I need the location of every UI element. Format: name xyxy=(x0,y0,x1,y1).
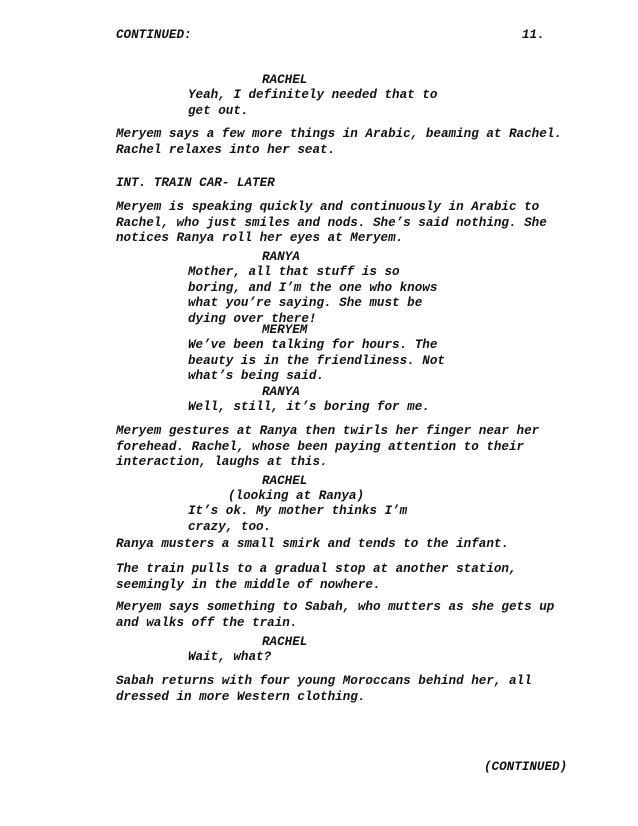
action-line: Rachel, who just smiles and nods. She’s said nothing. She xyxy=(116,215,547,230)
dialogue-line: dying over there! xyxy=(188,311,317,326)
header-continued: CONTINUED: xyxy=(116,28,192,42)
dialogue-line: Yeah, I definitely needed that to xyxy=(188,88,438,102)
action-line: dressed in more Western clothing. xyxy=(116,689,366,704)
action-line: Sabah returns with four young Moroccans behind her, all xyxy=(116,674,532,688)
character-name: RANYA xyxy=(262,385,300,399)
action-line: Meryem says something to Sabah, who mutters as she gets up xyxy=(116,600,555,614)
dialogue xyxy=(188,265,437,327)
action xyxy=(116,424,539,471)
action-line: notices Ranya roll her eyes at Meryem. xyxy=(116,231,404,245)
action-line: Ranya musters a small smirk and tends to the infant. xyxy=(116,537,509,551)
action-line: Rachel relaxes into her seat. xyxy=(116,142,336,157)
action-line: forehead. Rachel, whose been paying attention to their xyxy=(116,439,525,454)
dialogue-line: boring, and I’m the one who knows xyxy=(188,280,438,295)
dialogue xyxy=(188,650,271,666)
dialogue xyxy=(188,400,430,416)
dialogue-line: Wait, what? xyxy=(188,650,272,664)
character-name: RANYA xyxy=(262,250,300,264)
action xyxy=(116,600,554,631)
action xyxy=(116,674,532,705)
character-name: RACHEL xyxy=(262,73,308,87)
parenthetical: (looking at Ranya) xyxy=(228,489,365,503)
dialogue-line: Well, still, it’s boring for me. xyxy=(188,400,430,414)
dialogue-line: Mother, all that stuff is so xyxy=(188,265,400,279)
action-line: interaction, laughs at this. xyxy=(116,455,328,469)
character-name: RACHEL xyxy=(262,635,308,649)
action-line: seemingly in the middle of nowhere. xyxy=(116,577,381,592)
dialogue-line: It’s ok. My mother thinks I’m xyxy=(188,504,408,518)
footer-continued: (CONTINUED) xyxy=(484,760,568,774)
action xyxy=(116,127,562,158)
action xyxy=(116,537,509,553)
character-name: MERYEM xyxy=(262,323,308,337)
action-line: and walks off the train. xyxy=(116,615,298,630)
action xyxy=(116,562,517,593)
dialogue-line: what’s being said. xyxy=(188,369,325,383)
action-line: The train pulls to a gradual stop at another station, xyxy=(116,562,517,576)
action-line: Meryem says a few more things in Arabic, beaming at Rachel. xyxy=(116,127,562,141)
page-number: 11. xyxy=(522,28,545,42)
action-line: Meryem is speaking quickly and continuously in Arabic to xyxy=(116,200,540,214)
scene-heading: INT. TRAIN CAR- LATER xyxy=(116,176,275,190)
action-line: Meryem gestures at Ranya then twirls her finger near her xyxy=(116,424,540,438)
character-name: RACHEL xyxy=(262,474,308,488)
dialogue-line: what you’re saying. She must be xyxy=(188,296,423,310)
dialogue xyxy=(188,338,445,385)
dialogue-line: get out. xyxy=(188,103,249,118)
action xyxy=(116,200,547,247)
dialogue-line: We’ve been talking for hours. The xyxy=(188,338,438,352)
dialogue xyxy=(188,88,437,119)
dialogue-line: beauty is in the friendliness. Not xyxy=(188,353,445,368)
dialogue xyxy=(188,504,407,535)
dialogue-line: crazy, too. xyxy=(188,519,272,534)
